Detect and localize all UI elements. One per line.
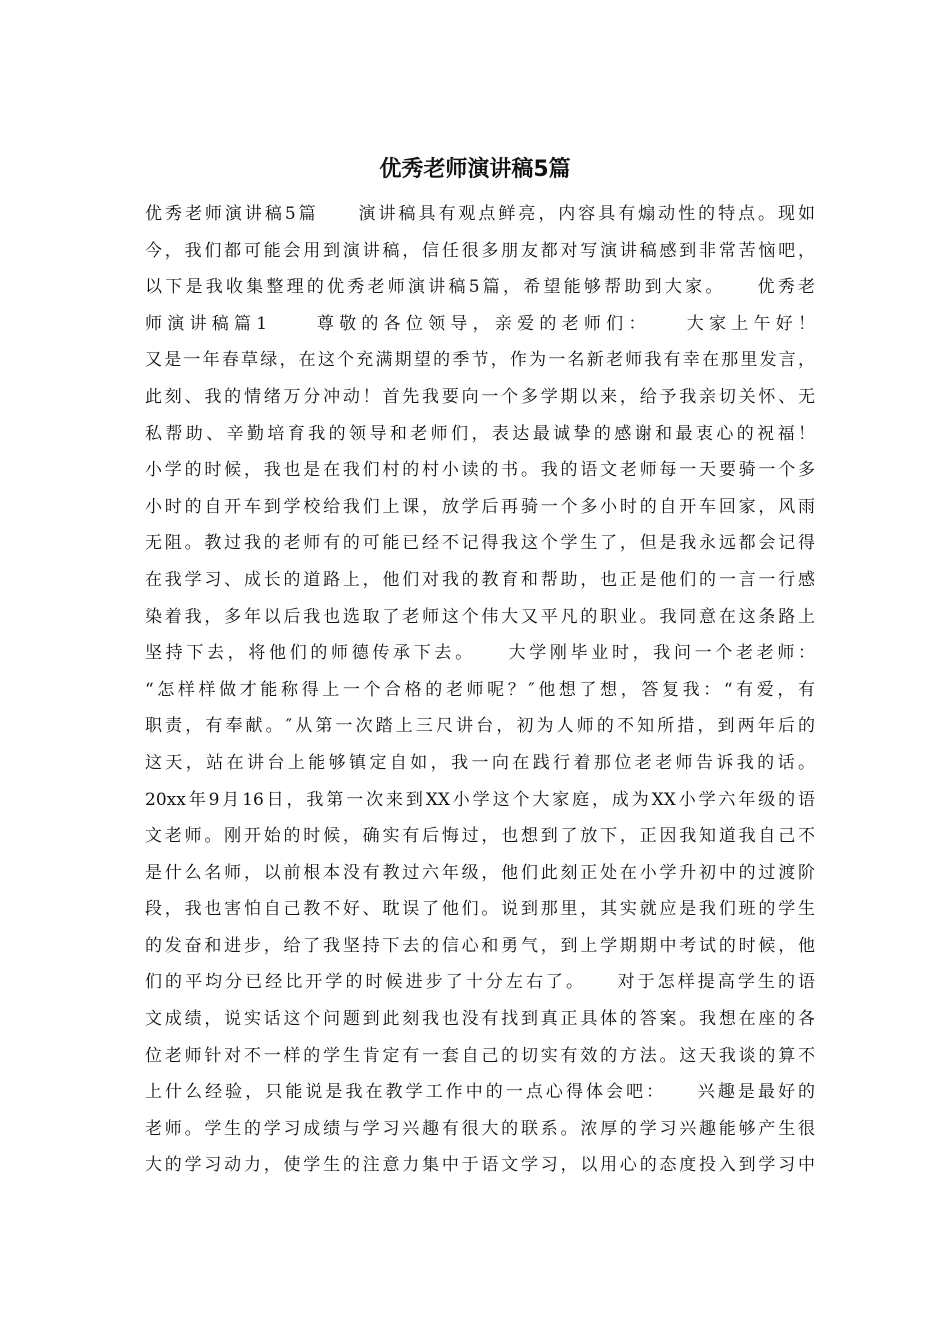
document-title: 优秀老师演讲稿5篇 (379, 157, 571, 182)
body-line: 染着我，多年以后我也选取了老师这个伟大又平凡的职业。我同意在这条路上 (145, 606, 815, 627)
body-line: 此刻、我的情绪万分冲动！首先我要向一个多学期以来，给予我亲切关怀、无 (145, 386, 815, 407)
document-body (145, 196, 815, 1184)
body-line: 在我学习、成长的道路上，他们对我的教育和帮助，也正是他们的一言一行感 (145, 569, 815, 590)
body-line: 无阻。教过我的老师有的可能已经不记得我这个学生了，但是我永远都会记得 (145, 533, 815, 554)
body-line: 的发奋和进步，给了我坚持下去的信心和勇气，到上学期期中考试的时候，他 (145, 935, 815, 956)
body-line: 又是一年春草绿，在这个充满期望的季节，作为一名新老师我有幸在那里发言， (145, 350, 815, 371)
body-line: 文成绩，说实话这个问题到此刻我也没有找到真正具体的答案。我想在座的各 (145, 1009, 815, 1030)
body-line: 上什么经验，只能说是我在教学工作中的一点心得体会吧： 兴趣是最好的 (145, 1082, 815, 1103)
body-line: 文老师。刚开始的时候，确实有后悔过，也想到了放下，正因我知道我自己不 (145, 826, 815, 847)
body-line: 私帮助、辛勤培育我的领导和老师们，表达最诚挚的感谢和最衷心的祝福！ (145, 423, 815, 444)
body-line: 们的平均分已经比开学的时候进步了十分左右了。 对于怎样提高学生的语 (145, 972, 815, 993)
body-line: 这天，站在讲台上能够镇定自如，我一向在践行着那位老老师告诉我的话。 (145, 752, 815, 773)
body-line: 今，我们都可能会用到演讲稿，信任很多朋友都对写演讲稿感到非常苦恼吧， (145, 240, 815, 261)
body-line: 优秀老师演讲稿5篇 演讲稿具有观点鲜亮，内容具有煽动性的特点。现如 (145, 204, 815, 224)
body-line: 位老师针对不一样的学生肯定有一套自己的切实有效的方法。这天我谈的算不 (145, 1045, 815, 1066)
body-line: 小时的自开车到学校给我们上课，放学后再骑一个多小时的自开车回家，风雨 (145, 496, 815, 517)
body-line: 小学的时候，我也是在我们村的村小读的书。我的语文老师每一天要骑一个多 (145, 460, 815, 481)
body-line: 职责，有奉献。″从第一次踏上三尺讲台，初为人师的不知所措，到两年后的 (145, 716, 815, 737)
body-line: 20xx年9月16日，我第一次来到XX小学这个大家庭，成为XX小学六年级的语 (145, 789, 815, 810)
body-line: 大的学习动力，使学生的注意力集中于语文学习，以用心的态度投入到学习中 (145, 1155, 815, 1176)
body-line: 段，我也害怕自己教不好、耽误了他们。说到那里，其实就应是我们班的学生 (145, 899, 815, 920)
body-line: “怎样样做才能称得上一个合格的老师呢？″他想了想，答复我：“有爱，有 (145, 679, 815, 700)
body-line: 老师。学生的学习成绩与学习兴趣有很大的联系。浓厚的学习兴趣能够产生很 (145, 1118, 815, 1139)
body-line: 是什么名师，以前根本没有教过六年级，他们此刻正处在小学升初中的过渡阶 (145, 862, 815, 883)
body-line: 坚持下去，将他们的师德传承下去。 大学刚毕业时，我问一个老老师： (145, 643, 815, 664)
body-line: 师演讲稿篇1 尊敬的各位领导，亲爱的老师们： 大家上午好！ (145, 313, 815, 334)
body-line: 以下是我收集整理的优秀老师演讲稿5篇，希望能够帮助到大家。 优秀老 (145, 277, 815, 298)
